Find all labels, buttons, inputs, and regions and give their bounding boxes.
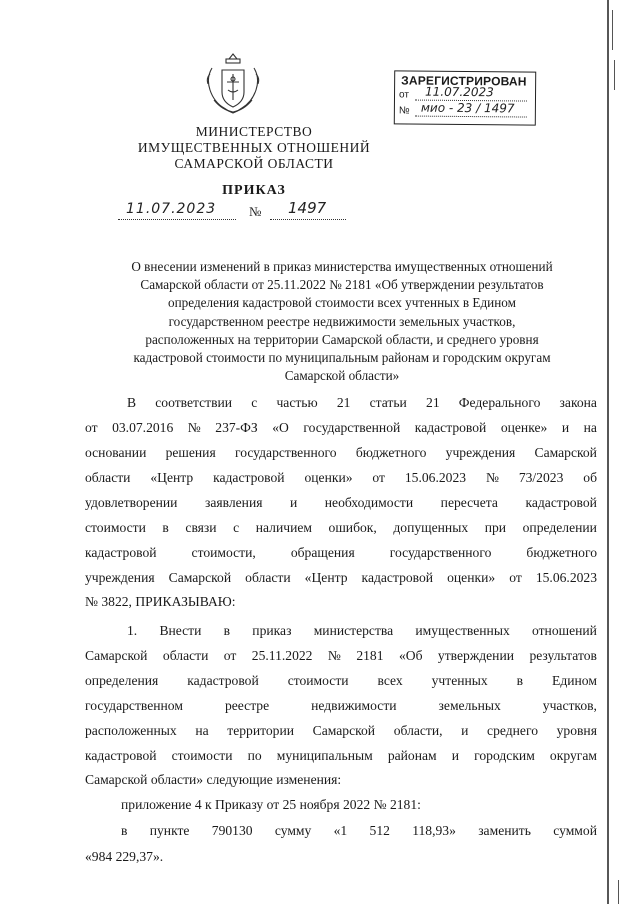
word: суммой bbox=[553, 823, 597, 838]
body-line bbox=[85, 568, 597, 588]
word: кадастровой bbox=[525, 495, 597, 510]
word: округам bbox=[549, 748, 597, 763]
order-number-handwritten: 1497 bbox=[288, 199, 327, 217]
word: 790130 bbox=[211, 823, 253, 838]
word: государственной bbox=[303, 420, 401, 435]
word: учтенных bbox=[431, 673, 488, 688]
word: от bbox=[372, 470, 385, 485]
word: кадастровой bbox=[85, 748, 157, 763]
word: по bbox=[247, 748, 262, 763]
body-line bbox=[85, 646, 597, 666]
word: кадастровой bbox=[187, 673, 259, 688]
word: «Об bbox=[398, 648, 423, 663]
body-line bbox=[85, 468, 597, 488]
word: при bbox=[484, 520, 507, 535]
word: и bbox=[461, 723, 469, 738]
word: государственного bbox=[234, 445, 337, 460]
word: удовлетворении bbox=[85, 495, 178, 510]
word: государственного bbox=[389, 545, 492, 560]
word: заменить bbox=[478, 823, 531, 838]
stamp-date-handwritten: 11.07.2023 bbox=[424, 84, 494, 100]
body-line: Самарской области» следующие изменения: bbox=[85, 772, 342, 787]
subject-line: расположенных на территории Самарской области, и среднего уровня bbox=[145, 331, 539, 347]
word: допущенных bbox=[393, 520, 469, 535]
word: 21 bbox=[426, 395, 440, 410]
word: с bbox=[233, 520, 240, 535]
body-line bbox=[85, 671, 597, 691]
word: 15.06.2023 bbox=[535, 570, 597, 585]
body-line bbox=[85, 721, 597, 741]
body-line bbox=[85, 493, 597, 513]
word: ошибок, bbox=[328, 520, 377, 535]
scan-artifact bbox=[612, 10, 613, 50]
word: Едином bbox=[552, 673, 597, 688]
word: министерства bbox=[313, 623, 394, 638]
word: участков, bbox=[542, 698, 597, 713]
word: городским bbox=[474, 748, 535, 763]
number-underline bbox=[270, 219, 346, 220]
word: 118,93» bbox=[412, 823, 456, 838]
stamp-title: ЗАРЕГИСТРИРОВАН bbox=[401, 73, 527, 89]
word: 2181 bbox=[356, 648, 384, 663]
body-line: приложение 4 к Приказу от 25 ноября 2022 № 2181: bbox=[121, 797, 421, 812]
stamp-date-row bbox=[398, 84, 494, 101]
word: 25.11.2022 bbox=[251, 648, 313, 663]
order-title: ПРИКАЗ bbox=[222, 183, 286, 198]
word: № bbox=[327, 648, 341, 663]
order-date-number-line bbox=[118, 199, 348, 221]
body-line bbox=[85, 518, 597, 538]
word: оценки» bbox=[447, 570, 496, 585]
word: статьи bbox=[369, 395, 407, 410]
word: стоимости bbox=[287, 673, 349, 688]
word: закона bbox=[559, 395, 597, 410]
word: территории bbox=[227, 723, 295, 738]
word: пункте bbox=[149, 823, 190, 838]
word: области bbox=[85, 470, 131, 485]
word: 1. bbox=[127, 623, 138, 638]
word: стоимости bbox=[171, 748, 233, 763]
word: расположенных bbox=[85, 723, 177, 738]
word: основании bbox=[85, 445, 147, 460]
word: области bbox=[245, 570, 291, 585]
subject-line: О внесении изменений в приказ министерства имущественных отношений bbox=[131, 259, 553, 274]
body-line bbox=[85, 418, 597, 438]
word: и bbox=[289, 495, 298, 510]
registration-stamp bbox=[394, 70, 536, 125]
word: Федерального bbox=[458, 395, 541, 410]
word: решения bbox=[165, 445, 216, 460]
word: № bbox=[187, 420, 201, 435]
word: всех bbox=[377, 673, 403, 688]
word: оценки» bbox=[304, 470, 353, 485]
word: необходимости bbox=[324, 495, 414, 510]
word: Самарской bbox=[312, 723, 376, 738]
word: 73/2023 bbox=[518, 470, 564, 485]
word: кадастровой bbox=[361, 570, 434, 585]
body-line bbox=[121, 821, 597, 841]
word: заявления bbox=[204, 495, 263, 510]
word: реестре bbox=[224, 698, 270, 713]
word: определении bbox=[522, 520, 597, 535]
word: кадастровой bbox=[213, 470, 285, 485]
word: бюджетного bbox=[526, 545, 597, 560]
word: стоимости, bbox=[191, 545, 256, 560]
scan-edge-line bbox=[607, 0, 609, 904]
word: в bbox=[121, 823, 128, 838]
stamp-number-row bbox=[398, 100, 515, 117]
word: определения bbox=[85, 673, 159, 688]
ministry-line: САМАРСКОЙ ОБЛАСТИ bbox=[174, 156, 334, 171]
word: учреждения bbox=[445, 445, 516, 460]
word: в bbox=[516, 673, 524, 688]
word: стоимости bbox=[85, 520, 146, 535]
word: приказ bbox=[252, 623, 292, 638]
word: обращения bbox=[290, 545, 355, 560]
number-sign: № bbox=[249, 204, 262, 219]
word: кадастровой bbox=[414, 420, 487, 435]
stamp-number-dots bbox=[415, 116, 527, 118]
body-line bbox=[127, 621, 597, 641]
word: и bbox=[451, 748, 460, 763]
word: Внести bbox=[159, 623, 202, 638]
word: «1 bbox=[333, 823, 348, 838]
word: частью bbox=[276, 395, 318, 410]
body-line bbox=[85, 696, 597, 716]
word: среднего bbox=[487, 723, 538, 738]
body-line: № 3822, ПРИКАЗЫВАЮ: bbox=[85, 594, 236, 609]
word: уровня bbox=[556, 723, 597, 738]
word: «О bbox=[272, 420, 289, 435]
word: 03.07.2016 bbox=[112, 420, 174, 435]
word: государственном bbox=[85, 698, 183, 713]
stamp-date-prefix: от bbox=[398, 89, 409, 101]
word: результатов bbox=[529, 648, 597, 663]
body-line bbox=[85, 443, 597, 463]
body-line bbox=[127, 393, 597, 413]
word: 512 bbox=[369, 823, 390, 838]
subject-line: Самарской области от 25.11.2022 № 2181 «Об утверждении результатов bbox=[140, 277, 544, 293]
word: связи bbox=[185, 520, 217, 535]
word: В bbox=[127, 395, 137, 410]
coat-of-arms-icon bbox=[202, 50, 264, 116]
word: «Центр bbox=[304, 570, 348, 585]
body-line bbox=[85, 543, 597, 563]
body-line bbox=[85, 746, 597, 766]
word: области, bbox=[393, 723, 443, 738]
scan-artifact bbox=[618, 880, 619, 904]
word: на bbox=[583, 420, 597, 435]
word: недвижимости bbox=[311, 698, 397, 713]
stamp-number-prefix: № bbox=[398, 105, 410, 117]
word: в bbox=[223, 623, 231, 638]
ministry-name bbox=[130, 124, 378, 172]
word: от bbox=[85, 420, 98, 435]
word: 21 bbox=[336, 395, 351, 410]
word: отношений bbox=[531, 623, 597, 638]
word: 15.06.2023 bbox=[404, 470, 467, 485]
word: Самарской bbox=[534, 445, 597, 460]
order-subject bbox=[82, 258, 602, 385]
word: на bbox=[195, 723, 209, 738]
body-line: «984 229,37». bbox=[85, 849, 164, 864]
stamp-number-handwritten: мио - 23 / 1497 bbox=[420, 100, 515, 116]
word: «Центр bbox=[150, 470, 194, 485]
word: № bbox=[485, 470, 499, 485]
word: районам bbox=[387, 748, 437, 763]
word: 237-ФЗ bbox=[215, 420, 258, 435]
word: от bbox=[223, 648, 237, 663]
word: и bbox=[561, 420, 570, 435]
word: сумму bbox=[274, 823, 312, 838]
word: учреждения bbox=[85, 570, 155, 585]
date-underline bbox=[118, 219, 236, 220]
scan-artifact bbox=[614, 60, 615, 90]
subject-line: кадастровой стоимости по муниципальным районам и городским округам bbox=[133, 350, 551, 366]
word: от bbox=[509, 570, 522, 585]
word: с bbox=[251, 395, 258, 410]
word: бюджетного bbox=[355, 445, 427, 460]
word: кадастровой bbox=[85, 545, 157, 560]
word: муниципальным bbox=[276, 748, 373, 763]
word: Самарской bbox=[168, 570, 232, 585]
order-date-handwritten: 11.07.2023 bbox=[126, 201, 217, 217]
word: земельных bbox=[438, 698, 501, 713]
ministry-line: ИМУЩЕСТВЕННЫХ ОТНОШЕНИЙ bbox=[137, 140, 371, 155]
word: Самарской bbox=[85, 648, 148, 663]
word: соответствии bbox=[155, 395, 233, 410]
subject-line: Самарской области» bbox=[284, 368, 400, 384]
word: пересчета bbox=[440, 495, 498, 510]
subject-line: государственном реестре недвижимости земельных участков, bbox=[168, 313, 516, 329]
ministry-line: МИНИСТЕРСТВО bbox=[195, 124, 313, 139]
word: имущественных bbox=[415, 623, 510, 638]
word: области bbox=[162, 648, 209, 663]
word: наличием bbox=[255, 520, 312, 535]
subject-line: определения кадастровой стоимости всех учтенных в Едином bbox=[168, 295, 516, 311]
word: об bbox=[583, 470, 597, 485]
word: утверждении bbox=[437, 648, 514, 663]
word: оценке» bbox=[500, 420, 548, 435]
word: в bbox=[162, 520, 169, 535]
